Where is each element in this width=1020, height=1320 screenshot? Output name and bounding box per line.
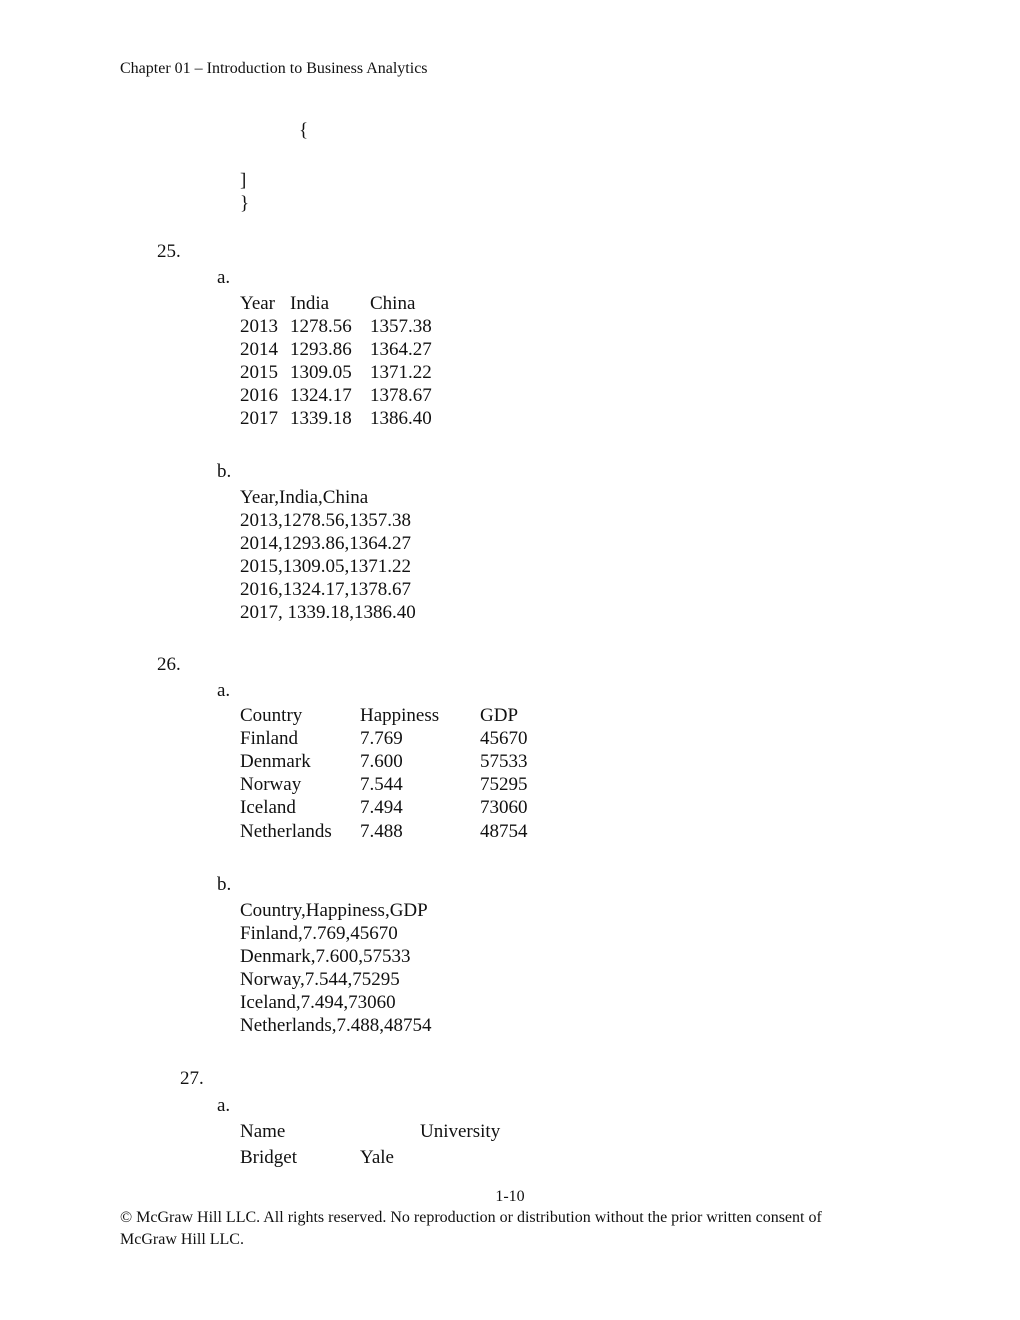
table-cell: 48754 xyxy=(480,821,528,842)
table-cell: Yale xyxy=(360,1147,394,1168)
table-cell: 7.600 xyxy=(360,751,403,772)
csv-line: 2016,1324.17,1378.67 xyxy=(240,579,411,600)
table-cell: Iceland xyxy=(240,797,296,818)
table-cell: 2016 xyxy=(240,385,278,406)
table-cell: 1371.22 xyxy=(370,362,432,383)
table-cell: 45670 xyxy=(480,728,528,749)
csv-line: Country,Happiness,GDP xyxy=(240,900,428,921)
column-header: Year xyxy=(240,293,276,314)
csv-line: Norway,7.544,75295 xyxy=(240,969,400,990)
table-cell: 1278.56 xyxy=(290,316,352,337)
column-header: Country xyxy=(240,705,303,726)
column-header: GDP xyxy=(480,705,519,726)
table-cell: 73060 xyxy=(480,797,528,818)
column-header: China xyxy=(370,293,416,314)
table-row xyxy=(240,727,528,750)
csv-line: Iceland,7.494,73060 xyxy=(240,992,396,1013)
table-cell: 1324.17 xyxy=(290,385,352,406)
copyright-line-1: © McGraw Hill LLC. All rights reserved. No reproduction or distribution without the prior written consent of xyxy=(120,1209,822,1226)
table-cell: Denmark xyxy=(240,751,311,772)
json-brace-close: } xyxy=(240,193,250,214)
running-header: Chapter 01 – Introduction to Business Analytics xyxy=(120,60,428,77)
table-cell: Netherlands xyxy=(240,821,332,842)
csv-line: 2014,1293.86,1364.27 xyxy=(240,533,411,554)
csv-line: Netherlands,7.488,48754 xyxy=(240,1015,432,1036)
table-row xyxy=(240,773,528,796)
table-cell: 1293.86 xyxy=(290,339,352,360)
csv-line: 2017, 1339.18,1386.40 xyxy=(240,602,416,623)
table-cell: Norway xyxy=(240,774,302,795)
column-header: University xyxy=(420,1121,501,1142)
table-cell: 1357.38 xyxy=(370,316,432,337)
table-cell: 7.544 xyxy=(360,774,403,795)
table-cell: 2013 xyxy=(240,316,278,337)
question-27-number: 27. xyxy=(180,1068,204,1089)
table-row xyxy=(240,407,432,430)
csv-line: 2015,1309.05,1371.22 xyxy=(240,556,411,577)
json-brace-open: { xyxy=(299,120,309,141)
table-cell: 1378.67 xyxy=(370,385,432,406)
q25-part-b-label: b. xyxy=(217,461,232,482)
table-header-row xyxy=(240,292,416,315)
q26-part-b-label: b. xyxy=(217,874,232,895)
table-cell: 2014 xyxy=(240,339,278,360)
table-cell: 1364.27 xyxy=(370,339,432,360)
table-cell: 2017 xyxy=(240,408,278,429)
table-row xyxy=(240,338,432,361)
table-cell: Finland xyxy=(240,728,299,749)
table-cell: 1386.40 xyxy=(370,408,432,429)
table-cell: 1309.05 xyxy=(290,362,352,383)
column-header: India xyxy=(290,293,330,314)
q26-part-a-label: a. xyxy=(217,680,231,701)
table-header-row xyxy=(240,704,519,727)
table-cell: 7.769 xyxy=(360,728,403,749)
table-row xyxy=(240,796,528,819)
table-cell: Bridget xyxy=(240,1147,297,1168)
table-row xyxy=(240,361,432,384)
csv-line: Denmark,7.600,57533 xyxy=(240,946,411,967)
table-cell: 2015 xyxy=(240,362,278,383)
page-number: 1-10 xyxy=(495,1188,525,1205)
question-25-number: 25. xyxy=(157,241,181,262)
column-header: Name xyxy=(240,1121,286,1142)
table-row xyxy=(240,1146,394,1169)
table-row xyxy=(240,315,432,338)
question-26-number: 26. xyxy=(157,654,181,675)
column-header: Happiness xyxy=(360,705,440,726)
json-bracket-close: ] xyxy=(240,170,247,191)
table-cell: 1339.18 xyxy=(290,408,352,429)
q25-part-a-label: a. xyxy=(217,267,231,288)
table-row xyxy=(240,820,528,843)
table-header-row xyxy=(240,1120,501,1143)
table-cell: 57533 xyxy=(480,751,528,772)
csv-line: Finland,7.769,45670 xyxy=(240,923,398,944)
csv-line: Year,India,China xyxy=(240,487,369,508)
copyright-line-2: McGraw Hill LLC. xyxy=(120,1231,244,1248)
q27-part-a-label: a. xyxy=(217,1095,231,1116)
table-cell: 7.488 xyxy=(360,821,403,842)
table-row xyxy=(240,750,528,773)
table-row xyxy=(240,384,432,407)
table-cell: 7.494 xyxy=(360,797,403,818)
csv-line: 2013,1278.56,1357.38 xyxy=(240,510,411,531)
table-cell: 75295 xyxy=(480,774,528,795)
